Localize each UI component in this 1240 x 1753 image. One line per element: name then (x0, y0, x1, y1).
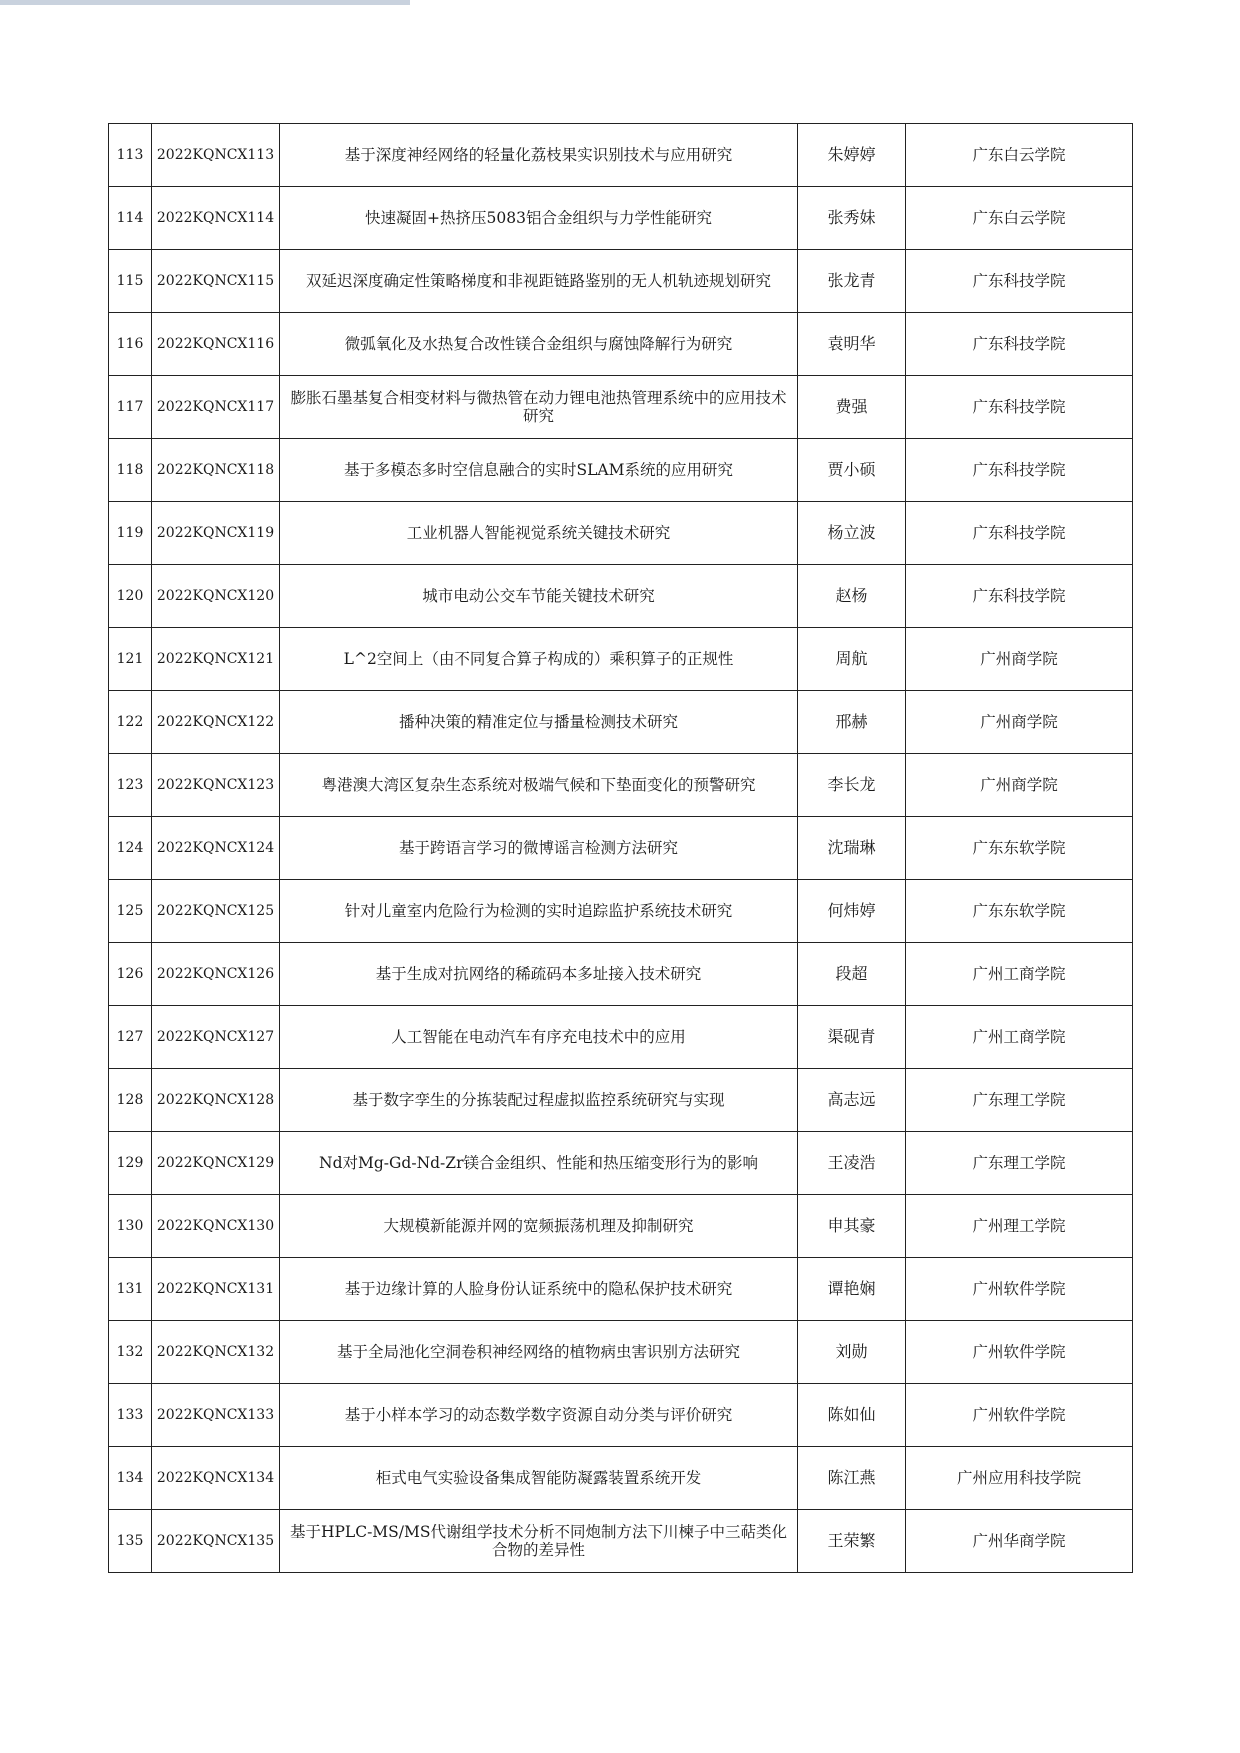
project-code: 2022KQNCX127 (152, 1006, 280, 1069)
leader-name: 申其豪 (798, 1195, 906, 1258)
project-table (108, 123, 1133, 1573)
institution-name: 广州软件学院 (906, 1258, 1133, 1321)
project-title: 城市电动公交车节能关键技术研究 (280, 565, 798, 628)
row-number: 134 (109, 1447, 152, 1510)
project-title: 针对儿童室内危险行为检测的实时追踪监护系统技术研究 (280, 880, 798, 943)
institution-name: 广东科技学院 (906, 439, 1133, 502)
table-row (109, 376, 1133, 439)
institution-name: 广州华商学院 (906, 1510, 1133, 1573)
row-number: 117 (109, 376, 152, 439)
table-row (109, 565, 1133, 628)
project-code: 2022KQNCX124 (152, 817, 280, 880)
row-number: 123 (109, 754, 152, 817)
institution-name: 广州软件学院 (906, 1321, 1133, 1384)
project-code: 2022KQNCX134 (152, 1447, 280, 1510)
row-number: 130 (109, 1195, 152, 1258)
project-code: 2022KQNCX133 (152, 1384, 280, 1447)
row-number: 120 (109, 565, 152, 628)
project-code: 2022KQNCX131 (152, 1258, 280, 1321)
leader-name: 渠砚青 (798, 1006, 906, 1069)
project-code: 2022KQNCX116 (152, 313, 280, 376)
row-number: 126 (109, 943, 152, 1006)
leader-name: 沈瑞琳 (798, 817, 906, 880)
table-row (109, 628, 1133, 691)
institution-name: 广州工商学院 (906, 1006, 1133, 1069)
leader-name: 周航 (798, 628, 906, 691)
table-row (109, 1069, 1133, 1132)
leader-name: 李长龙 (798, 754, 906, 817)
row-number: 132 (109, 1321, 152, 1384)
project-title: 基于边缘计算的人脸身份认证系统中的隐私保护技术研究 (280, 1258, 798, 1321)
institution-name: 广州软件学院 (906, 1384, 1133, 1447)
project-title: 基于数字孪生的分拣装配过程虚拟监控系统研究与实现 (280, 1069, 798, 1132)
table-row (109, 1321, 1133, 1384)
leader-name: 段超 (798, 943, 906, 1006)
row-number: 121 (109, 628, 152, 691)
row-number: 114 (109, 187, 152, 250)
institution-name: 广州工商学院 (906, 943, 1133, 1006)
institution-name: 广州应用科技学院 (906, 1447, 1133, 1510)
project-table-wrapper (108, 123, 1132, 1573)
project-title: 粤港澳大湾区复杂生态系统对极端气候和下垫面变化的预警研究 (280, 754, 798, 817)
project-code: 2022KQNCX135 (152, 1510, 280, 1573)
project-title: Nd对Mg-Gd-Nd-Zr镁合金组织、性能和热压缩变形行为的影响 (280, 1132, 798, 1195)
project-title: 基于全局池化空洞卷积神经网络的植物病虫害识别方法研究 (280, 1321, 798, 1384)
row-number: 118 (109, 439, 152, 502)
leader-name: 陈如仙 (798, 1384, 906, 1447)
row-number: 122 (109, 691, 152, 754)
project-title: 基于小样本学习的动态数学数字资源自动分类与评价研究 (280, 1384, 798, 1447)
row-number: 116 (109, 313, 152, 376)
table-row (109, 1384, 1133, 1447)
institution-name: 广东科技学院 (906, 376, 1133, 439)
institution-name: 广州商学院 (906, 691, 1133, 754)
leader-name: 何炜婷 (798, 880, 906, 943)
table-row (109, 502, 1133, 565)
project-title: 基于多模态多时空信息融合的实时SLAM系统的应用研究 (280, 439, 798, 502)
project-table-body (109, 124, 1133, 1573)
project-title: 基于生成对抗网络的稀疏码本多址接入技术研究 (280, 943, 798, 1006)
table-row (109, 313, 1133, 376)
project-code: 2022KQNCX115 (152, 250, 280, 313)
project-code: 2022KQNCX123 (152, 754, 280, 817)
row-number: 115 (109, 250, 152, 313)
leader-name: 杨立波 (798, 502, 906, 565)
project-title: 膨胀石墨基复合相变材料与微热管在动力锂电池热管理系统中的应用技术研究 (280, 376, 798, 439)
row-number: 133 (109, 1384, 152, 1447)
table-row (109, 439, 1133, 502)
table-row (109, 250, 1133, 313)
table-row (109, 187, 1133, 250)
institution-name: 广州理工学院 (906, 1195, 1133, 1258)
leader-name: 刘勋 (798, 1321, 906, 1384)
project-code: 2022KQNCX113 (152, 124, 280, 187)
scan-edge-bar (0, 0, 410, 5)
project-code: 2022KQNCX120 (152, 565, 280, 628)
table-row (109, 754, 1133, 817)
leader-name: 贾小硕 (798, 439, 906, 502)
project-title: L^2空间上（由不同复合算子构成的）乘积算子的正规性 (280, 628, 798, 691)
project-code: 2022KQNCX128 (152, 1069, 280, 1132)
institution-name: 广东科技学院 (906, 565, 1133, 628)
project-code: 2022KQNCX118 (152, 439, 280, 502)
project-title: 基于跨语言学习的微博谣言检测方法研究 (280, 817, 798, 880)
row-number: 125 (109, 880, 152, 943)
project-code: 2022KQNCX129 (152, 1132, 280, 1195)
project-title: 基于HPLC-MS/MS代谢组学技术分析不同炮制方法下川楝子中三萜类化合物的差异性 (280, 1510, 798, 1573)
leader-name: 陈江燕 (798, 1447, 906, 1510)
table-row (109, 1195, 1133, 1258)
leader-name: 张龙青 (798, 250, 906, 313)
leader-name: 王凌浩 (798, 1132, 906, 1195)
institution-name: 广东白云学院 (906, 187, 1133, 250)
project-code: 2022KQNCX114 (152, 187, 280, 250)
project-title: 微弧氧化及水热复合改性镁合金组织与腐蚀降解行为研究 (280, 313, 798, 376)
row-number: 119 (109, 502, 152, 565)
table-row (109, 691, 1133, 754)
row-number: 131 (109, 1258, 152, 1321)
leader-name: 王荣繁 (798, 1510, 906, 1573)
project-title: 双延迟深度确定性策略梯度和非视距链路鉴别的无人机轨迹规划研究 (280, 250, 798, 313)
institution-name: 广东科技学院 (906, 502, 1133, 565)
leader-name: 费强 (798, 376, 906, 439)
project-title: 工业机器人智能视觉系统关键技术研究 (280, 502, 798, 565)
project-code: 2022KQNCX125 (152, 880, 280, 943)
project-code: 2022KQNCX117 (152, 376, 280, 439)
table-row (109, 1258, 1133, 1321)
institution-name: 广东科技学院 (906, 313, 1133, 376)
institution-name: 广东理工学院 (906, 1132, 1133, 1195)
leader-name: 邢赫 (798, 691, 906, 754)
institution-name: 广东东软学院 (906, 880, 1133, 943)
table-row (109, 1132, 1133, 1195)
table-row (109, 880, 1133, 943)
leader-name: 袁明华 (798, 313, 906, 376)
project-title: 基于深度神经网络的轻量化荔枝果实识别技术与应用研究 (280, 124, 798, 187)
project-title: 播种决策的精准定位与播量检测技术研究 (280, 691, 798, 754)
leader-name: 高志远 (798, 1069, 906, 1132)
table-row (109, 1447, 1133, 1510)
leader-name: 谭艳娴 (798, 1258, 906, 1321)
row-number: 124 (109, 817, 152, 880)
leader-name: 赵杨 (798, 565, 906, 628)
project-code: 2022KQNCX119 (152, 502, 280, 565)
leader-name: 张秀妹 (798, 187, 906, 250)
table-row (109, 943, 1133, 1006)
project-code: 2022KQNCX132 (152, 1321, 280, 1384)
project-title: 快速凝固+热挤压5083铝合金组织与力学性能研究 (280, 187, 798, 250)
row-number: 113 (109, 124, 152, 187)
project-code: 2022KQNCX126 (152, 943, 280, 1006)
row-number: 128 (109, 1069, 152, 1132)
row-number: 129 (109, 1132, 152, 1195)
table-row (109, 1006, 1133, 1069)
institution-name: 广东白云学院 (906, 124, 1133, 187)
institution-name: 广东东软学院 (906, 817, 1133, 880)
row-number: 135 (109, 1510, 152, 1573)
institution-name: 广州商学院 (906, 628, 1133, 691)
project-code: 2022KQNCX122 (152, 691, 280, 754)
row-number: 127 (109, 1006, 152, 1069)
project-code: 2022KQNCX121 (152, 628, 280, 691)
project-code: 2022KQNCX130 (152, 1195, 280, 1258)
table-row (109, 1510, 1133, 1573)
table-row (109, 124, 1133, 187)
project-title: 人工智能在电动汽车有序充电技术中的应用 (280, 1006, 798, 1069)
institution-name: 广州商学院 (906, 754, 1133, 817)
institution-name: 广东理工学院 (906, 1069, 1133, 1132)
project-title: 柜式电气实验设备集成智能防凝露装置系统开发 (280, 1447, 798, 1510)
project-title: 大规模新能源并网的宽频振荡机理及抑制研究 (280, 1195, 798, 1258)
institution-name: 广东科技学院 (906, 250, 1133, 313)
table-row (109, 817, 1133, 880)
leader-name: 朱婷婷 (798, 124, 906, 187)
